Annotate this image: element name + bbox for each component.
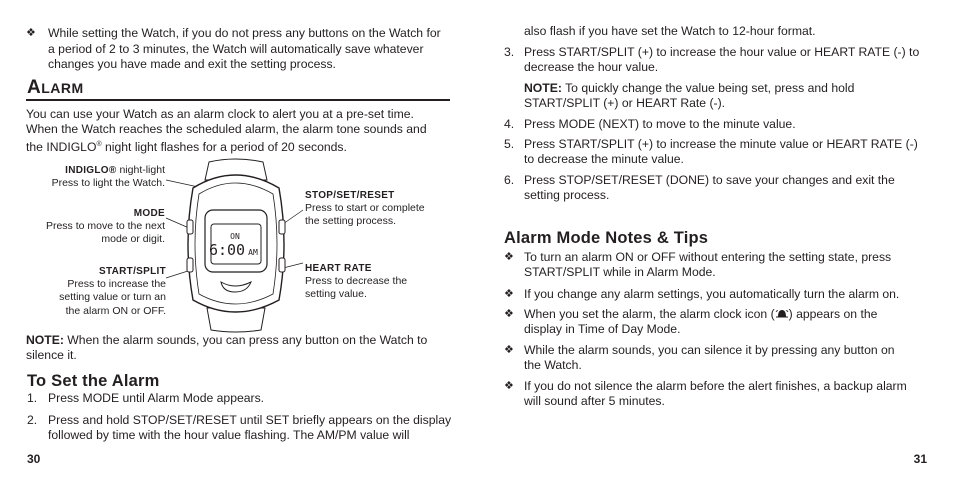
step-5-line-1: Press START/SPLIT (+) to increase the minute value or HEART RATE (-): [524, 137, 918, 151]
subheading-alarm-tips: Alarm Mode Notes & Tips: [504, 229, 709, 247]
bullet-icon: ❖: [504, 288, 514, 300]
watch-display-time: 6:00: [208, 241, 246, 259]
bullet-icon: ❖: [26, 27, 36, 39]
page-number: 30: [27, 452, 41, 466]
step-2-line-2: followed by time with the hour value flashing. The AM/PM value will: [48, 428, 410, 442]
tip-1-line-1: To turn an alarm ON or OFF without entering the setting state, press: [524, 250, 892, 264]
tip-3-line-1: When you set the alarm, the alarm clock icon ( ) appears on the: [524, 307, 878, 321]
step-3-line-2: decrease the hour value.: [524, 60, 659, 74]
note-line-2: silence it.: [26, 348, 77, 362]
watch-display-ampm: AM: [248, 248, 258, 257]
page-number: 31: [913, 452, 927, 466]
alarm-clock-icon: [775, 308, 789, 319]
bullet-icon: ❖: [504, 344, 514, 356]
right-page: [477, 0, 954, 477]
continued-line: also flash if you have set the Watch to 12-hour format.: [524, 24, 816, 38]
tip-1-line-2: START/SPLIT while in Alarm Mode.: [524, 265, 716, 279]
tip-5-line-1: If you do not silence the alarm before the alert finishes, a backup alarm: [524, 379, 907, 393]
step-number: 5.: [504, 137, 515, 151]
step-6-line-1: Press STOP/SET/RESET (DONE) to save your changes and exit the: [524, 173, 895, 187]
section-rule: [26, 99, 450, 101]
bullet-icon: ❖: [504, 380, 514, 392]
callout-start-split: START/SPLIT Press to increase the setting value or turn an the alarm ON or OFF.: [59, 266, 166, 317]
note-line-1: NOTE: To quickly change the value being set, press and hold: [524, 81, 855, 95]
tip-2-text: If you change any alarm settings, you automatically turn the alarm on.: [524, 287, 900, 301]
tip-4-line-2: the Watch.: [524, 358, 582, 372]
tip-3-line-2: display in Time of Day Mode.: [524, 322, 681, 336]
step-number: 3.: [504, 45, 515, 59]
step-2-line-1: Press and hold STOP/SET/RESET until SET briefly appears on the display: [48, 413, 452, 427]
watch-display-on: ON: [230, 232, 240, 241]
step-number: 4.: [504, 117, 515, 131]
step-1-text: Press MODE until Alarm Mode appears.: [48, 391, 265, 405]
watch-illustration: [163, 158, 308, 333]
section-intro-line-2: When the Watch reaches the scheduled alarm, the alarm tone sounds and: [26, 122, 427, 136]
section-intro-line-1: You can use your Watch as an alarm clock to alert you at a pre-set time.: [26, 107, 414, 121]
note-line-1: NOTE: When the alarm sounds, you can press any button on the Watch to: [26, 333, 428, 347]
subheading-set-alarm: To Set the Alarm: [27, 372, 160, 390]
step-6-line-2: setting process.: [524, 188, 610, 202]
bullet-icon: ❖: [504, 308, 514, 320]
intro-bullet-text: While setting the Watch, if you do not press any buttons on the Watch for a period of 2 to 3 minutes, the Watch will automatically save whatever changes you have made and exit the setting process.: [48, 26, 441, 71]
callout-indiglo: INDIGLO® night-light Press to light the Watch.: [51, 164, 165, 190]
callout-heart-rate: HEART RATE Press to decrease the setting value.: [305, 263, 408, 301]
note-line-2: START/SPLIT (+) or HEART Rate (-).: [524, 96, 726, 110]
step-number: 1.: [27, 391, 38, 405]
callout-stop-set-reset: STOP/SET/RESET Press to start or complete the setting process.: [305, 190, 425, 228]
step-number: 2.: [27, 413, 38, 427]
callout-mode: MODE Press to move to the next mode or digit.: [45, 208, 165, 246]
section-intro-line-3: the INDIGLO® night light flashes for a period of 20 seconds.: [26, 140, 347, 155]
section-title: ALARM: [27, 77, 84, 98]
step-3-line-1: Press START/SPLIT (+) to increase the hour value or HEART RATE (-) to: [524, 45, 920, 59]
tip-4-line-1: While the alarm sounds, you can silence it by pressing any button on: [524, 343, 895, 357]
step-4-text: Press MODE (NEXT) to move to the minute value.: [524, 117, 796, 131]
bullet-icon: ❖: [504, 251, 514, 263]
tip-5-line-2: will sound after 5 minutes.: [524, 394, 665, 408]
step-number: 6.: [504, 173, 515, 187]
step-5-line-2: to decrease the minute value.: [524, 152, 684, 166]
